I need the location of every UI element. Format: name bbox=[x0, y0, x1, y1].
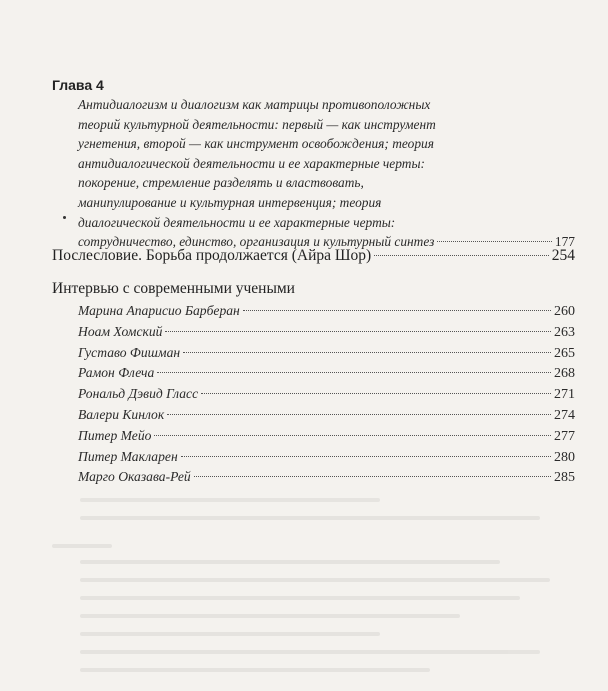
interview-name: Рональд Дэвид Гласс bbox=[78, 386, 199, 402]
chapter-line: угнетения, второй — как инструмент освобождения; теория bbox=[78, 136, 434, 152]
chapter-line: манипулирование и культурная интервенция; теория bbox=[78, 194, 382, 210]
interview-name: Марина Апарисио Барберан bbox=[78, 303, 240, 318]
chapter-description bbox=[78, 95, 575, 252]
page-number: 254 bbox=[551, 247, 575, 264]
chapter-line: диалогической деятельности и ее характерные черты: bbox=[78, 214, 396, 230]
page-number: 274 bbox=[554, 407, 575, 423]
dot-leader bbox=[167, 414, 551, 415]
page-number: 285 bbox=[554, 470, 575, 486]
dot-leader bbox=[194, 476, 551, 477]
dot-leader bbox=[165, 331, 551, 332]
chapter-line: Антидиалогизм и диалогизм как матрицы противоположных bbox=[78, 97, 431, 112]
interview-name: Питер Мейо bbox=[78, 427, 152, 443]
dot-leader bbox=[374, 255, 549, 256]
page-number: 260 bbox=[554, 304, 575, 319]
dot-leader bbox=[154, 435, 551, 436]
dot-leader bbox=[181, 456, 551, 457]
page-number: 277 bbox=[554, 428, 575, 444]
toc-entry bbox=[78, 447, 575, 468]
print-speck bbox=[63, 216, 66, 219]
interview-name: Ноам Хомский bbox=[78, 323, 163, 339]
section-title: Интервью с современными учеными bbox=[52, 280, 295, 297]
page-number: 263 bbox=[554, 324, 575, 340]
chapter-line: теорий культурной деятельности: первый — как инструмент bbox=[78, 116, 436, 132]
toc-entry-afterword bbox=[52, 247, 575, 265]
toc-entry bbox=[78, 363, 575, 384]
interview-name: Валери Кинлок bbox=[78, 406, 165, 422]
toc-entry bbox=[78, 467, 575, 488]
dot-leader bbox=[201, 393, 551, 394]
interview-name: Питер Макларен bbox=[78, 448, 178, 464]
chapter-line: покорение, стремление разделять и властвовать, bbox=[78, 175, 364, 191]
interview-name: Густаво Фишман bbox=[78, 344, 181, 360]
page-number: 177 bbox=[554, 234, 575, 250]
toc-entry bbox=[78, 384, 575, 405]
dot-leader bbox=[437, 241, 552, 242]
chapter-label: Глава 4 bbox=[52, 77, 104, 93]
chapter-line: антидиалогической деятельности и ее характерные черты: bbox=[78, 155, 425, 171]
dot-leader bbox=[183, 352, 551, 353]
toc-entry bbox=[78, 322, 575, 343]
page-number: 268 bbox=[554, 366, 575, 382]
chapter-line: сотрудничество, единство, организация и культурный синтез bbox=[78, 234, 435, 250]
bleed-through-text bbox=[0, 480, 608, 691]
interview-list bbox=[78, 301, 575, 488]
dot-leader bbox=[157, 372, 551, 373]
page-number: 280 bbox=[554, 449, 575, 465]
interview-name: Марго Оказава-Рей bbox=[78, 469, 191, 485]
toc-entry bbox=[78, 405, 575, 426]
toc-entry bbox=[78, 301, 575, 322]
toc-entry bbox=[78, 343, 575, 364]
page-number: 271 bbox=[554, 387, 575, 403]
toc-entry bbox=[78, 426, 575, 447]
afterword-title: Послесловие. Борьба продолжается (Айра Шор) bbox=[52, 247, 372, 264]
interview-name: Рамон Флеча bbox=[78, 365, 155, 381]
dot-leader bbox=[243, 310, 551, 311]
page-number: 265 bbox=[554, 345, 575, 361]
